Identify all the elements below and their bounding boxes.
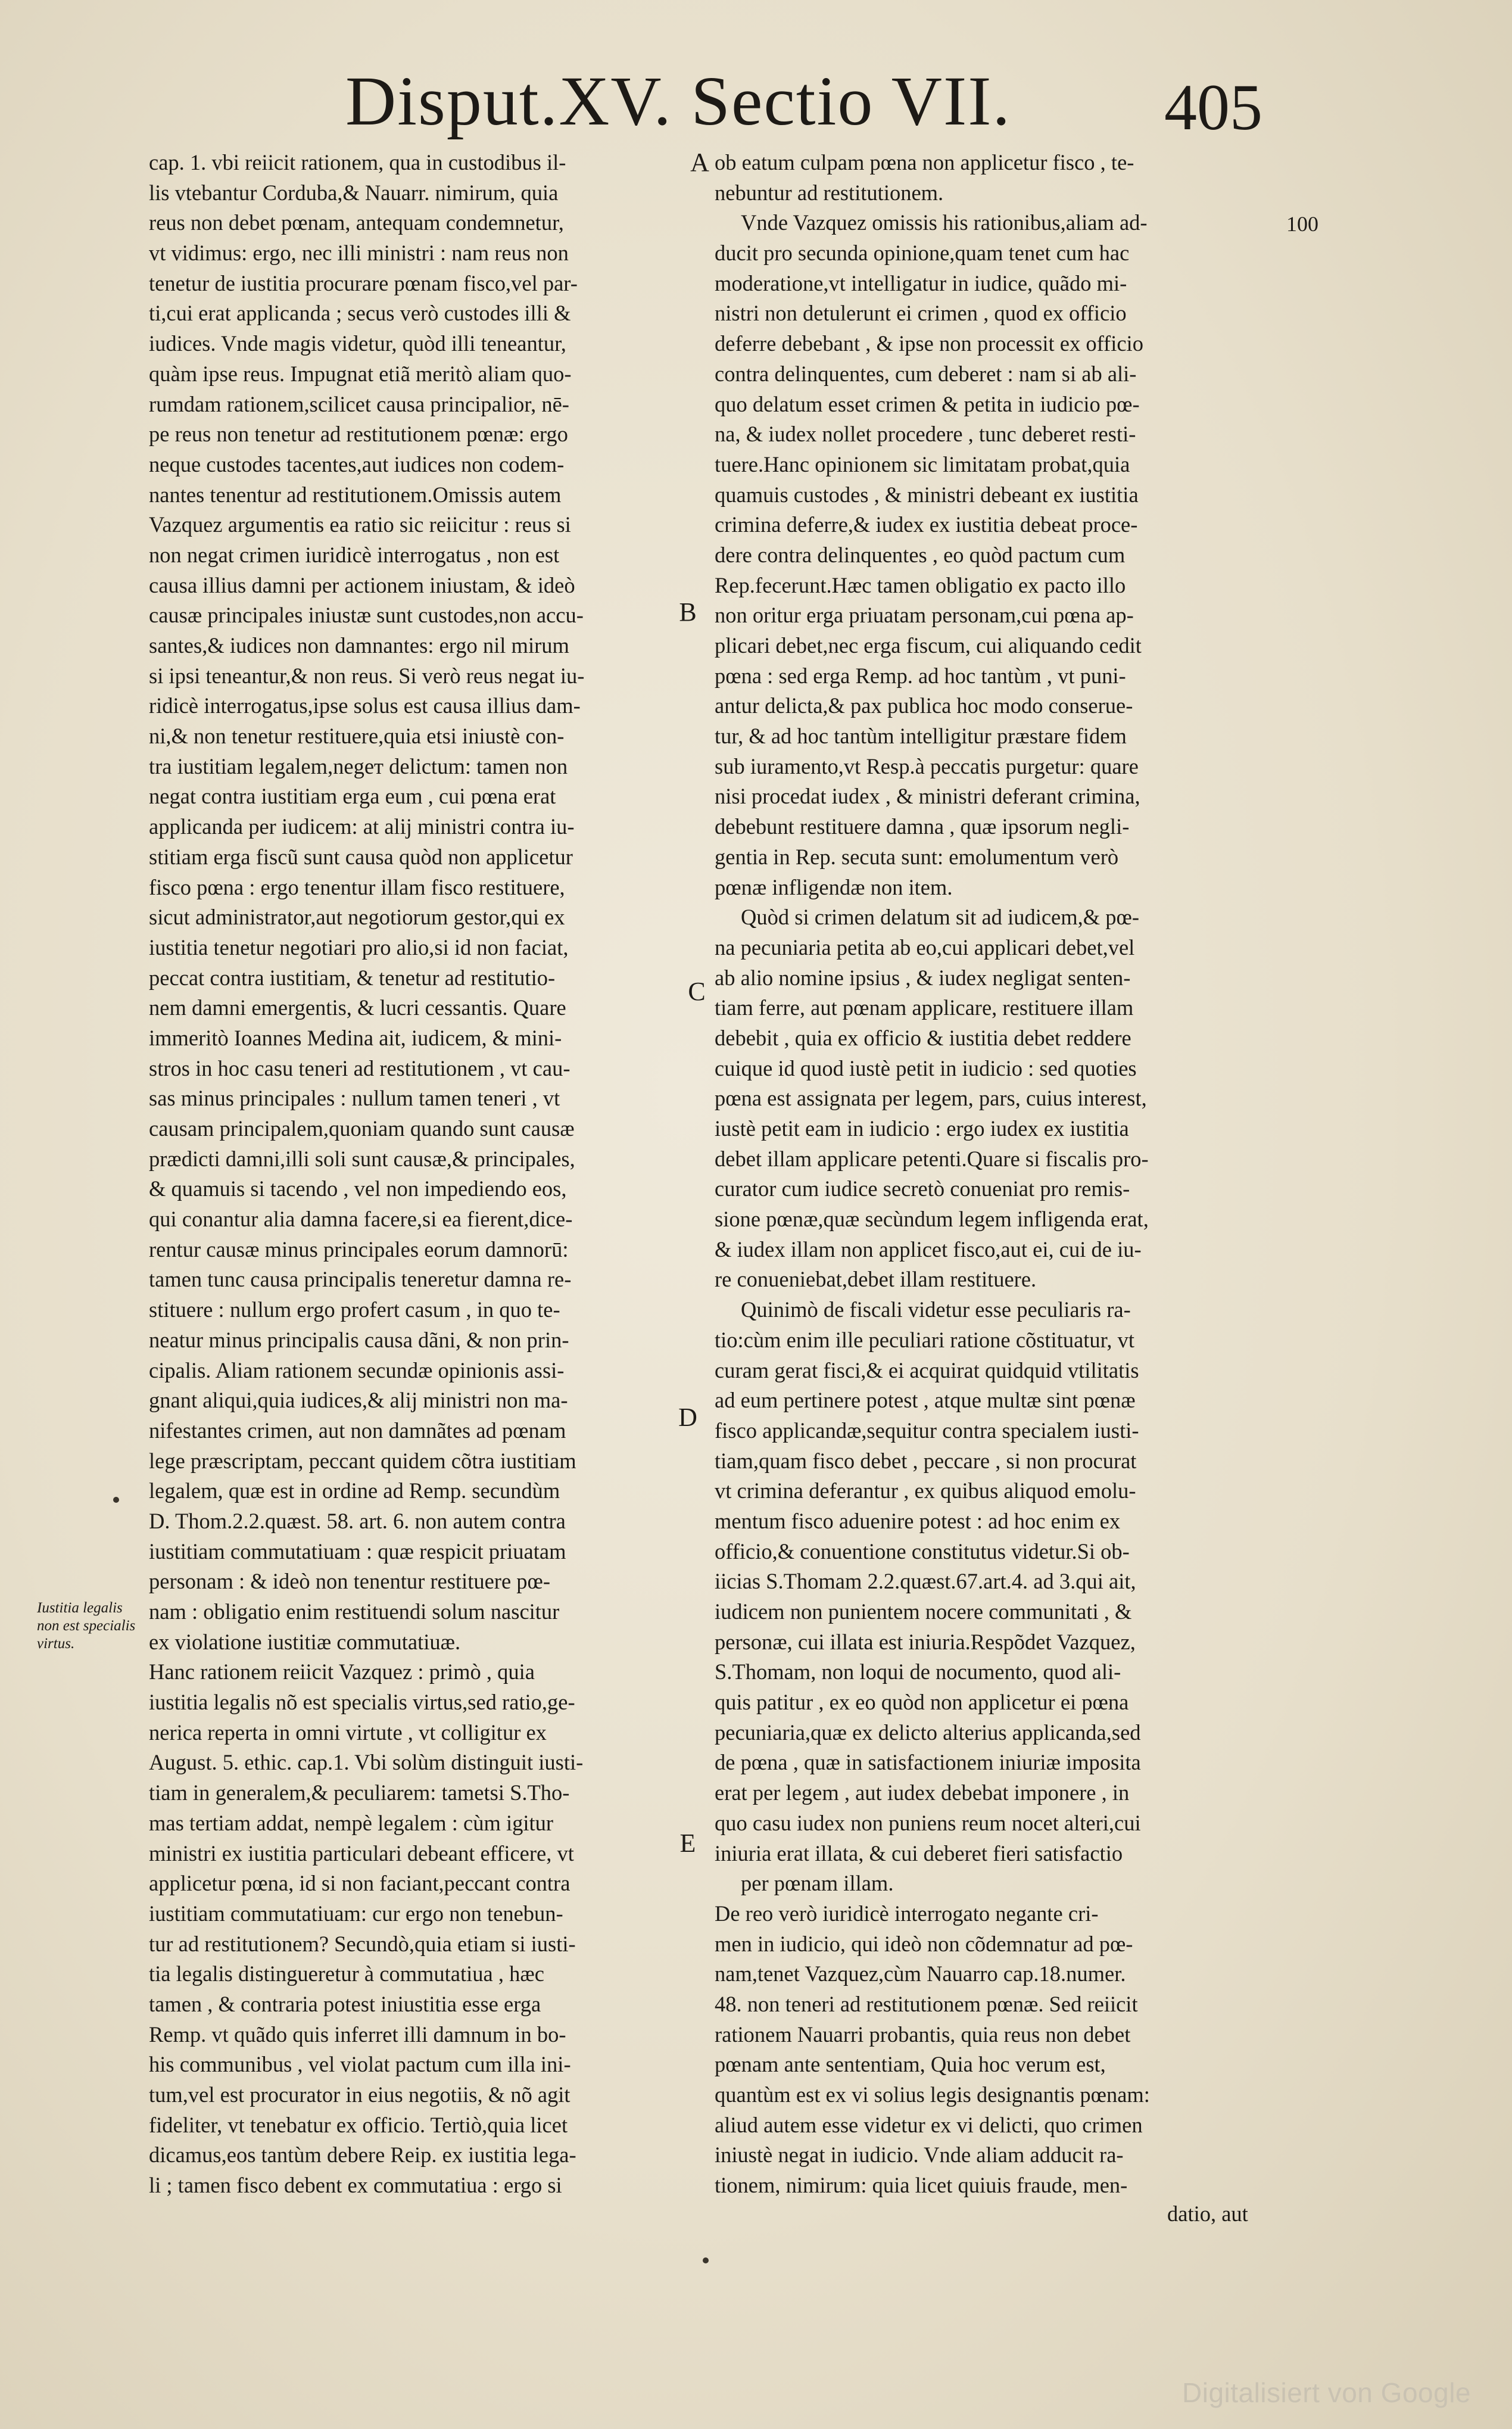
page-number: 405: [1164, 71, 1262, 144]
text-line: nifestantes crimen, aut non damnãtes ad pœnam: [149, 1418, 566, 1443]
text-line: immeritò Ioannes Medina ait, iudicem, & mini-: [149, 1025, 562, 1050]
text-line: applicetur pœna, id si non faciant,peccant contra: [149, 1871, 570, 1896]
text-line: cuique id quod iustè petit in iudicio : sed quoties: [715, 1055, 1137, 1080]
text-line: qui conantur alia damna facere,si ea fierent,dice-: [149, 1207, 573, 1232]
text-line: iicias S.Thomam 2.2.quæst.67.art.4. ad 3.qui ait,: [715, 1569, 1136, 1594]
text-line: his communibus , vel violat pactum cum illa ini-: [149, 2052, 571, 2077]
text-line: & iudex illam non applicet fisco,aut ei, cui de iu-: [715, 1237, 1142, 1262]
text-line: quantùm est ex vi solius legis designantis pœnam:: [715, 2082, 1150, 2107]
text-line: Rep.fecerunt.Hæc tamen obligatio ex pacto illo: [715, 572, 1126, 597]
digitization-watermark: Digitalisiert von Google: [1182, 2377, 1472, 2408]
text-line: ob eatum culpam pœna non applicetur fisco , te-: [715, 150, 1134, 175]
text-line: legalem, quæ est in ordine ad Remp. secundùm: [149, 1478, 560, 1503]
text-line: na pecuniaria petita ab eo,cui applicari debet,vel: [715, 935, 1135, 960]
text-line: ministri ex iustitia particulari debeant efficere, vt: [149, 1841, 574, 1866]
text-line: tio:cùm enim ille peculiari ratione cõstituatur, vt: [715, 1327, 1135, 1352]
text-line: pœna : sed erga Remp. ad hoc tantùm , vt puni-: [715, 663, 1126, 688]
text-line: sione pœnæ,quæ secùndum legem infligenda erat,: [715, 1207, 1149, 1232]
text-line: tiam in generalem,& peculiarem: tametsi S.Tho-: [149, 1780, 570, 1805]
text-line: Quinimò de fiscali videtur esse peculiaris ra-: [741, 1297, 1131, 1322]
running-head: Disput.XV. Sectio VII.: [345, 62, 1012, 140]
text-line: per pœnam illam.: [741, 1871, 894, 1896]
text-line: ducit pro secunda opinione,quam tenet cum hac: [715, 241, 1130, 266]
text-line: pecuniaria,quæ ex delicto alterius applicanda,sed: [715, 1720, 1141, 1745]
text-line: plicari debet,nec erga fiscum, cui aliquando cedit: [715, 633, 1142, 658]
text-line: negat contra iustitiam erga eum , cui pœna erat: [149, 784, 556, 809]
margin-line-number: 100: [1286, 212, 1318, 236]
text-line: iustitia legalis nõ est specialis virtus,sed ratio,ge-: [149, 1690, 575, 1715]
text-line: iustitia tenetur negotiari pro alio,si id non faciat,: [149, 935, 569, 960]
text-line: officio,& conuentione constitutus videtur.Si ob-: [715, 1539, 1130, 1564]
text-line: pœna est assignata per legem, pars, cuius interest,: [715, 1086, 1147, 1111]
text-line: rentur causæ minus principales eorum damnorū:: [149, 1237, 569, 1262]
center-dot: [703, 2257, 709, 2263]
text-line: iustitiam commutatiuam: cur ergo non tenebun-: [149, 1901, 563, 1926]
text-line: quàm ipse reus. Impugnat etiã meritò aliam quo-: [149, 361, 572, 386]
text-line: nam,tenet Vazquez,cùm Nauarro cap.18.numer.: [715, 1961, 1126, 1986]
margin-dot: [113, 1497, 119, 1503]
text-line: fideliter, vt tenebatur ex officio. Tertiò,quia licet: [149, 2112, 568, 2137]
text-line: cipalis. Aliam rationem secundæ opinionis assi-: [149, 1357, 565, 1382]
text-line: mas tertiam addat, nempè legalem : cùm igitur: [149, 1810, 554, 1835]
text-line: quis patitur , ex eo quòd non applicetur ei pœna: [715, 1690, 1129, 1715]
text-line: iudicem non punientem nocere communitati , &: [715, 1599, 1132, 1624]
text-line: ridicè interrogatus,ipse solus est causa illius dam-: [149, 693, 581, 718]
text-line: tra iustitiam legalem,negeт delictum: tamen non: [149, 753, 568, 778]
text-line: sas minus principales : nullum tamen teneri , vt: [149, 1086, 560, 1111]
text-line: causæ principales iniustæ sunt custodes,non accu-: [149, 603, 584, 628]
text-line: contra delinquentes, cum deberet : nam si ab ali-: [715, 361, 1137, 386]
text-line: ti,cui erat applicanda ; secus verò custodes illi &: [149, 301, 571, 326]
text-line: sub iuramento,vt Resp.à peccatis purgetur: quare: [715, 753, 1139, 778]
text-line: deferre debebant , & ipse non processit ex officio: [715, 331, 1143, 356]
text-line: non negat crimen iuridicè interrogatus , non est: [149, 542, 560, 567]
text-line: stituere : nullum ergo profert casum , in quo te-: [149, 1297, 560, 1322]
text-line: tamen tunc causa principalis teneretur damna re-: [149, 1267, 572, 1292]
text-line: Quòd si crimen delatum sit ad iudicem,& pœ-: [741, 905, 1140, 930]
text-line: stros in hoc casu teneri ad restitutionem , vt cau-: [149, 1055, 570, 1080]
text-line: tamen , & contraria potest iniustitia esse erga: [149, 1991, 541, 2016]
text-line: tiam ferre, aut pœnam applicare, restituere illam: [715, 995, 1134, 1020]
text-line: nistri non detulerunt ei crimen , quod ex officio: [715, 301, 1127, 326]
text-line: neatur minus principalis causa dãni, & non prin-: [149, 1327, 569, 1352]
text-line: ab alio nomine ipsius , & iudex negligat senten-: [715, 965, 1131, 990]
page-header: [345, 57, 1262, 146]
text-line: Remp. vt quãdo quis inferret illi damnum in bo-: [149, 2022, 566, 2047]
text-line: aliud autem esse videtur ex vi delicti, quo crimen: [715, 2112, 1143, 2137]
column-marker-a: A: [690, 148, 709, 177]
text-line: quo casu iudex non puniens reum nocet alteri,cui: [715, 1810, 1141, 1835]
text-line: D. Thom.2.2.quæst. 58. art. 6. non autem contra: [149, 1508, 566, 1533]
text-line: de pœna , quæ in satisfactionem iniuriæ imposita: [715, 1750, 1141, 1775]
text-line: li ; tamen fisco debent ex commutatiua : ergo si: [149, 2173, 562, 2198]
column-marker-e: E: [679, 1829, 696, 1858]
text-line: personam : & ideò non tenentur restituere pœ-: [149, 1569, 551, 1594]
text-line: debebit , quia ex officio & iustitia debet reddere: [715, 1025, 1131, 1050]
text-line: nam : obligatio enim restituendi solum nascitur: [149, 1599, 560, 1624]
text-line: debebunt restituere damna , quæ ipsorum negli-: [715, 814, 1130, 839]
text-line: re conueniebat,debet illam restituere.: [715, 1267, 1037, 1292]
text-line: pe reus non tenetur ad restitutionem pœnæ: ergo: [149, 422, 568, 447]
text-line: cap. 1. vbi reiicit rationem, qua in custodibus il-: [149, 150, 566, 175]
text-line: iniustè negat in iudicio. Vnde aliam adducit ra-: [715, 2142, 1124, 2168]
text-line: tiam,quam fisco debet , peccare , si non procurat: [715, 1448, 1137, 1473]
column-marker-c: C: [688, 977, 706, 1006]
text-line: rationem Nauarri probantis, quia reus non debet: [715, 2022, 1131, 2047]
text-line: peccat contra iustitiam, & tenetur ad restitutio-: [149, 965, 556, 990]
text-line: causam principalem,quoniam quando sunt causæ: [149, 1116, 575, 1141]
catchword: datio, aut: [1167, 2201, 1248, 2226]
text-line: reus non debet pœnam, antequam condemnetur,: [149, 210, 564, 235]
text-line: stitiam erga fiscũ sunt causa quòd non applicetur: [149, 844, 573, 869]
text-line: ni,& non tenetur restituere,quia etsi iniustè con-: [149, 724, 565, 749]
text-line: non oritur erga priuatam personam,cui pœna ap-: [715, 603, 1134, 628]
text-line: crimina deferre,& iudex ex iustitia debeat proce-: [715, 512, 1138, 537]
text-line: & quamuis si tacendo , vel non impediendo eos,: [149, 1176, 567, 1201]
text-line: Vazquez argumentis ea ratio sic reiicitur : reus si: [149, 512, 571, 537]
text-line: vt vidimus: ergo, nec illi ministri : nam reus non: [149, 241, 569, 266]
text-line: prædicti damni,illi soli sunt causæ,& principales,: [149, 1146, 575, 1171]
margin-note: Iustitia legalis non est specialis virtus.: [37, 1600, 136, 1652]
text-line: iudices. Vnde magis videtur, quòd illi teneantur,: [149, 331, 566, 356]
left-column: [149, 148, 673, 2201]
text-line: pœnam ante sententiam, Quia hoc verum est,: [715, 2052, 1106, 2077]
text-line: ex violatione iustitiæ commutatiuæ.: [149, 1629, 461, 1654]
text-line: S.Thomam, non loqui de nocumento, quod ali-: [715, 1659, 1121, 1684]
text-line: vt crimina deferantur , ex quibus aliquod emolu-: [715, 1478, 1136, 1503]
text-line: dere contra delinquentes , eo quòd pactum cum: [715, 542, 1126, 567]
text-line: fisco pœna : ergo tenentur illam fisco restituere,: [149, 874, 565, 899]
text-line: santes,& iudices non damnantes: ergo nil mirum: [149, 633, 569, 658]
text-line: Vnde Vazquez omissis his rationibus,aliam ad-: [741, 210, 1148, 235]
text-line: tur ad restitutionem? Secundò,quia etiam si iusti-: [149, 1931, 576, 1956]
text-line: nerica reperta in omni virtute , vt colligitur ex: [149, 1720, 547, 1745]
text-line: Hanc rationem reiicit Vazquez : primò , quia: [149, 1659, 535, 1684]
text-line: applicanda per iudicem: at alij ministri contra iu-: [149, 814, 575, 839]
column-marker-d: D: [678, 1403, 697, 1432]
text-line: August. 5. ethic. cap.1. Vbi solùm distinguit iusti-: [149, 1750, 584, 1775]
text-line: tenetur de iustitia procurare pœnam fisco,vel par-: [149, 270, 578, 295]
text-line: nebuntur ad restitutionem.: [715, 180, 944, 205]
text-line: men in iudicio, qui ideò non cõdemnatur ad pœ-: [715, 1931, 1133, 1956]
text-line: iustitiam commutatiuam : quæ respicit priuatam: [149, 1539, 566, 1564]
text-line: moderatione,vt intelligatur in iudice, quãdo mi-: [715, 270, 1127, 295]
text-line: tum,vel est procurator in eius negotiis, & nõ agit: [149, 2082, 570, 2107]
text-line: gnant aliqui,quia iudices,& alij ministri non ma-: [149, 1388, 568, 1413]
text-line: causa illius damni per actionem iniustam, & ideò: [149, 572, 575, 597]
text-line: rumdam rationem,scilicet causa principalior, nē-: [149, 391, 569, 416]
text-line: mentum fisco aduenire potest : ad hoc enim ex: [715, 1508, 1121, 1533]
text-line: tionem, nimirum: quia licet quiuis fraude, men-: [715, 2173, 1128, 2198]
text-line: fisco applicandæ,sequitur contra specialem iusti-: [715, 1418, 1139, 1443]
text-line: gentia in Rep. secuta sunt: emolumentum verò: [715, 844, 1119, 869]
text-line: na, & iudex nollet procedere , tunc deberet resti-: [715, 422, 1136, 447]
text-line: quo delatum esset crimen & petita in iudicio pœ-: [715, 391, 1140, 416]
text-line: quamuis custodes , & ministri debeant ex iustitia: [715, 482, 1139, 507]
text-line: 48. non teneri ad restitutionem pœnæ. Sed reiicit: [715, 1991, 1138, 2016]
right-column: [715, 148, 1245, 2201]
text-line: iustè petit eam in iudicio : ergo iudex ex iustitia: [715, 1116, 1129, 1141]
text-line: curam gerat fisci,& ei acquirat quidquid vtilitatis: [715, 1357, 1139, 1382]
text-line: De reo verò iuridicè interrogato negante cri-: [715, 1901, 1099, 1926]
text-line: nantes tenentur ad restitutionem.Omissis autem: [149, 482, 562, 507]
column-marker-b: B: [679, 597, 697, 627]
text-line: personæ, cui illata est iniuria.Respõdet Vazquez,: [715, 1629, 1136, 1654]
text-line: tuere.Hanc opinionem sic limitatam probat,quia: [715, 451, 1130, 477]
text-line: ad eum pertinere potest , atque multæ sint pœnæ: [715, 1388, 1136, 1413]
text-line: pœnæ infligendæ non item.: [715, 874, 953, 899]
text-line: curator cum iudice secretò conueniat pro remis-: [715, 1176, 1130, 1201]
text-line: nisi procedat iudex , & ministri deferant crimina,: [715, 784, 1140, 809]
text-line: lis vtebantur Corduba,& Nauarr. nimirum, quia: [149, 180, 559, 205]
text-line: nem damni emergentis, & lucri cessantis. Quare: [149, 995, 566, 1020]
text-line: debet illam applicare petenti.Quare si fiscalis pro-: [715, 1146, 1149, 1171]
text-line: dicamus,eos tantùm debere Reip. ex iustitia lega-: [149, 2142, 576, 2168]
text-line: antur delicta,& pax publica hoc modo conserue-: [715, 693, 1133, 718]
text-line: erat per legem , aut iudex debebat imponere , in: [715, 1780, 1130, 1805]
text-line: si ipsi teneantur,& non reus. Si verò reus negat iu-: [149, 663, 585, 688]
text-line: sicut administrator,aut negotiorum gestor,qui ex: [149, 905, 565, 930]
text-line: lege præscriptam, peccant quidem cõtra iustitiam: [149, 1448, 576, 1473]
text-line: tur, & ad hoc tantùm intelligitur præstare fidem: [715, 724, 1127, 749]
text-line: neque custodes tacentes,aut iudices non codem-: [149, 451, 565, 477]
text-line: iniuria erat illata, & cui deberet fieri satisfactio: [715, 1841, 1123, 1866]
text-line: tia legalis distingueretur à commutatiua , hæc: [149, 1961, 544, 1986]
